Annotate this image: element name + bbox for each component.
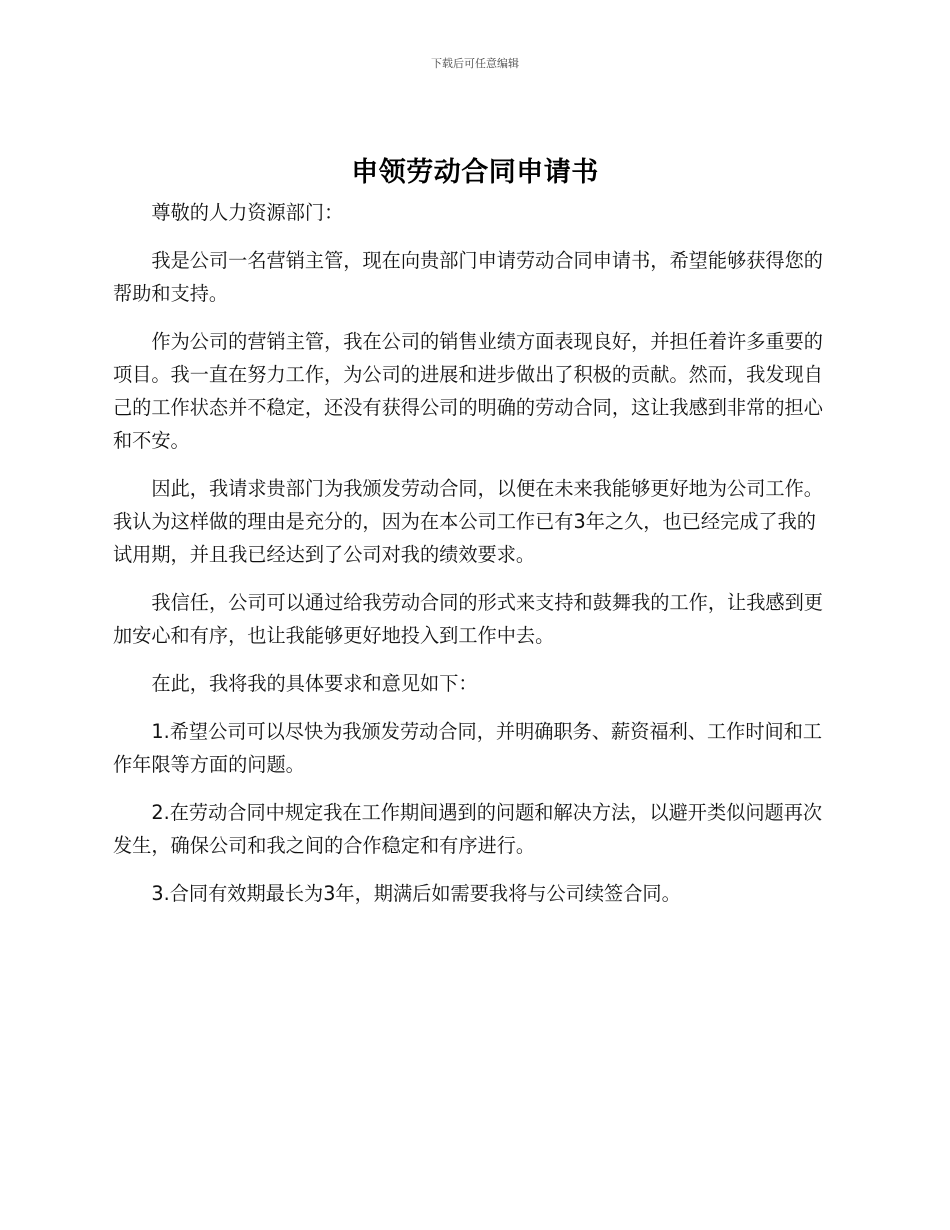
document-body	[113, 196, 831, 925]
requirement-item-1: 1.希望公司可以尽快为我颁发劳动合同，并明确职务、薪资福利、工作时间和工作年限等方面的问题。	[113, 720, 823, 776]
header-note: 下载后可任意编辑	[431, 57, 519, 70]
salutation: 尊敬的人力资源部门：	[151, 201, 344, 224]
paragraph-background: 作为公司的营销主管，我在公司的销售业绩方面表现良好，并担任着许多重要的项目。我一直在努力工作，为公司的进展和进步做出了积极的贡献。然而，我发现自己的工作状态并不稳定，还没有获得公司的明确的劳动合同，这让我感到非常的担心和不安。	[113, 330, 823, 452]
requirement-item-3: 3.合同有效期最长为3年，期满后如需要我将与公司续签合同。	[151, 882, 681, 905]
requirement-item-2: 2.在劳动合同中规定我在工作期间遇到的问题和解决方法，以避开类似问题再次发生，确保公司和我之间的合作稳定和有序进行。	[113, 801, 823, 857]
paragraph-requirements-intro: 在此，我将我的具体要求和意见如下：	[151, 672, 478, 695]
paragraph-intro: 我是公司一名营销主管，现在向贵部门申请劳动合同申请书，希望能够获得您的帮助和支持。	[113, 249, 823, 305]
document-title: 申领劳动合同申请书	[351, 157, 599, 188]
paragraph-request: 因此，我请求贵部门为我颁发劳动合同，以便在未来我能够更好地为公司工作。我认为这样做的理由是充分的，因为在本公司工作已有3年之久，也已经完成了我的试用期，并且我已经达到了公司对我的绩效要求。	[113, 477, 823, 566]
paragraph-trust: 我信任，公司可以通过给我劳动合同的形式来支持和鼓舞我的工作，让我感到更加安心和有序，也让我能够更好地投入到工作中去。	[113, 591, 823, 647]
